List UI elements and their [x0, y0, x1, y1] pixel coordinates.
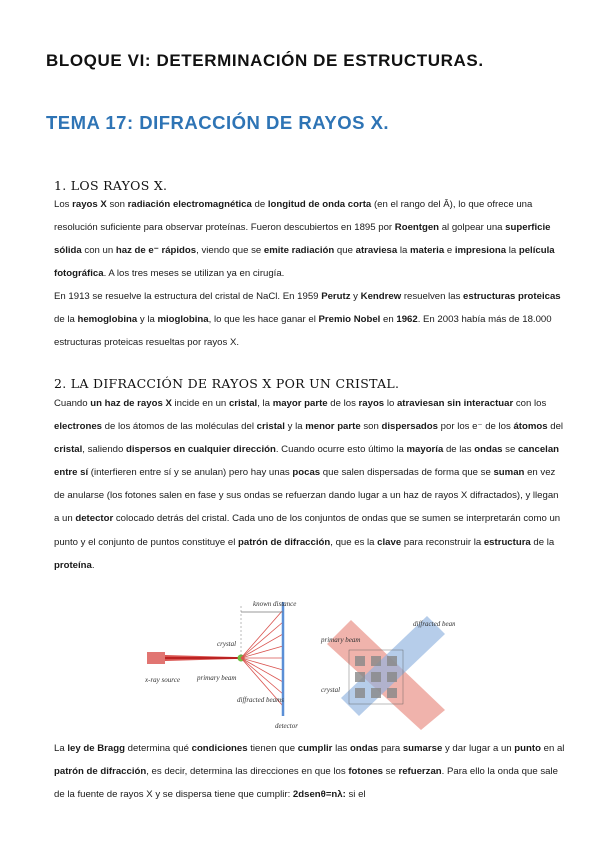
bold-term: cumplir — [297, 743, 333, 754]
text-run: de las — [443, 444, 475, 456]
bold-term: hemoglobina — [77, 314, 138, 326]
bold-term: suman — [493, 467, 525, 479]
bold-term: proteína — [54, 559, 92, 571]
text-run: al golpear una — [439, 222, 506, 234]
text-run: . Para ello la onda que sale de la fuente de rayos X y se dispersa tiene que cumplir: — [54, 766, 558, 801]
text-run: la — [397, 245, 411, 257]
bold-term: mioglobina — [157, 314, 209, 326]
text-run: de la — [54, 314, 78, 326]
bold-term: cristal — [256, 421, 285, 433]
section-2-heading: 2. LA DIFRACCIÓN DE RAYOS X POR UN CRISTAL. — [54, 376, 400, 391]
bold-term: un haz de rayos X — [90, 398, 172, 409]
text-run: . A los tres meses se utilizan ya en cirugía. — [103, 268, 285, 280]
bold-term: punto — [514, 743, 541, 754]
bold-term: cristal — [228, 398, 258, 409]
text-run: si el — [345, 789, 366, 801]
bold-term: cancelan entre sí — [54, 444, 560, 479]
detector-label: detector — [275, 722, 298, 730]
text-run: se — [383, 766, 399, 778]
crystal-label-right: crystal — [321, 686, 341, 694]
page-title: BLOQUE VI: DETERMINACIÓN DE ESTRUCTURAS. — [46, 51, 484, 70]
text-run: resuelven las — [401, 291, 464, 302]
bold-term: patrón de difracción — [238, 536, 331, 548]
topic-title: TEMA 17: DIFRACCIÓN DE RAYOS X. — [46, 112, 390, 133]
bold-term: materia — [410, 245, 445, 257]
text-run: e — [444, 245, 455, 257]
text-run: . Cuando ocurre esto último la — [275, 444, 407, 456]
bold-term: detector — [75, 513, 114, 525]
bold-term: dispersos en cualquier dirección — [126, 444, 276, 456]
text-run: que — [334, 245, 356, 257]
bold-term: sumarse — [402, 743, 443, 754]
bold-term: haz de e⁻ rápidos — [115, 245, 197, 257]
section-2-paragraph-2 — [54, 737, 566, 806]
text-run: de la — [530, 536, 555, 548]
bold-term: átomos — [513, 421, 548, 433]
text-run: y dar lugar a un — [442, 743, 515, 754]
text-run: de los — [327, 398, 359, 409]
text-run: se — [502, 444, 518, 456]
bold-term: 1962 — [396, 314, 418, 326]
bold-term: película fotográfica — [54, 245, 555, 280]
text-run: . En 2003 había más de 18.000 estructuras proteicas resueltas por rayos X. — [54, 314, 552, 349]
bold-term: emite radiación — [263, 245, 335, 257]
bold-term: atraviesa — [355, 245, 398, 257]
bold-term: electrones — [54, 421, 102, 433]
bold-term: cristal — [54, 444, 83, 456]
section-2-paragraph-1 — [54, 392, 566, 577]
primary-beam-label-right: primary beam — [321, 636, 361, 644]
text-run: (en el rango del Â), lo que ofrece una resolución suficiente para observar proteínas. Fueron descubiertos en 1895 por — [54, 199, 533, 234]
text-run: En 1913 se resuelve la estructura del cristal de NaCl. En 1959 — [54, 291, 322, 302]
bold-term: pocas — [292, 467, 321, 479]
text-run: con los — [513, 398, 547, 409]
known-distance-label: known distance — [253, 600, 297, 608]
text-run: con un — [81, 245, 116, 257]
text-run: . — [91, 559, 95, 571]
text-run: en vez de anularse (los fotones salen en fase y sus ondas se refuerzan dando lugar a un haz de rayos X difractados), y llegan a un — [54, 467, 559, 525]
text-run: , es decir, determina las direcciones en que los — [146, 766, 349, 778]
section-1-heading: 1. LOS RAYOS X. — [54, 178, 168, 193]
bold-term: impresiona — [454, 245, 507, 257]
bold-term: estructura — [483, 536, 531, 548]
text-run: (interfieren entre sí y se anulan) pero hay unas — [88, 467, 293, 479]
text-run: para reconstruir la — [401, 536, 484, 548]
xray-source-label: x-ray source — [145, 676, 180, 684]
diffraction-diagram — [145, 600, 455, 732]
text-run: la — [506, 245, 519, 257]
text-run: La — [54, 743, 68, 754]
bold-term: Premio Nobel — [318, 314, 381, 326]
section-1-paragraph-1 — [54, 193, 566, 285]
diffracted-beam-label: diffracted beam — [413, 620, 455, 628]
bold-term: fotones — [348, 766, 383, 778]
text-run: lo — [384, 398, 397, 409]
bold-term: clave — [377, 536, 402, 548]
bold-term: atraviesan sin interactuar — [396, 398, 514, 409]
bold-term: ondas — [350, 743, 379, 754]
bold-term: rayos X — [72, 199, 107, 210]
crystal-label-left: crystal — [217, 640, 237, 648]
text-run: del — [547, 421, 564, 433]
text-run: de los átomos de las moléculas del — [102, 421, 257, 433]
text-run: , la — [257, 398, 273, 409]
bold-term: condiciones — [191, 743, 248, 754]
bold-term: mayoría — [406, 444, 444, 456]
text-run: Los — [54, 199, 73, 210]
diffracted-beams-label: diffracted beams — [237, 696, 284, 704]
text-run: de — [251, 199, 268, 210]
bold-term: mayor parte — [272, 398, 328, 409]
bold-term: Roentgen — [394, 222, 440, 234]
left-diagram — [145, 600, 298, 730]
bold-term: Perutz — [321, 291, 351, 302]
text-run: son — [360, 421, 382, 433]
right-diagram — [320, 616, 455, 730]
primary-beam-label-left: primary beam — [197, 674, 237, 682]
bold-term: rayos — [358, 398, 385, 409]
text-run: , que es la — [330, 536, 378, 548]
text-run: colocado detrás del cristal. Cada uno de los conjuntos de ondas que se sumen se interpretarán como un punto y el conjunto de puntos constituye el — [54, 513, 561, 548]
bold-term: dispersados — [381, 421, 438, 433]
text-run: determina qué — [124, 743, 192, 754]
bold-term: radiación electromagnética — [127, 199, 252, 210]
bold-term: 2dsenθ=nλ: — [292, 789, 346, 801]
diffraction-figure — [145, 600, 455, 732]
text-run: Cuando — [54, 398, 91, 409]
section-1-paragraph-2 — [54, 285, 566, 354]
text-run: , lo que les hace ganar el — [208, 314, 319, 326]
bold-term: ley de Bragg — [67, 743, 125, 754]
text-run: en — [380, 314, 397, 326]
bold-term: menor parte — [305, 421, 361, 433]
bold-term: estructuras proteicas — [463, 291, 561, 302]
bold-term: patrón de difracción — [54, 766, 147, 778]
bold-term: superficie sólida — [54, 222, 551, 257]
text-run: , saliendo — [82, 444, 127, 456]
text-run: son — [106, 199, 128, 210]
text-run: incide en un — [171, 398, 229, 409]
text-run: , viendo que se — [196, 245, 264, 257]
bold-term: refuerzan — [398, 766, 442, 778]
text-run: y la — [284, 421, 306, 433]
bold-term: Kendrew — [360, 291, 402, 302]
text-run: que salen dispersadas de forma que se — [320, 467, 494, 479]
text-run: para — [378, 743, 403, 754]
text-run: y la — [137, 314, 158, 326]
text-run: por los e⁻ de los — [438, 421, 514, 433]
text-run: en al — [540, 743, 565, 754]
text-run: y — [350, 291, 361, 302]
bold-term: longitud de onda corta — [267, 199, 372, 210]
text-run: las — [332, 743, 351, 754]
bold-term: ondas — [474, 444, 503, 456]
text-run: tienen que — [247, 743, 298, 754]
